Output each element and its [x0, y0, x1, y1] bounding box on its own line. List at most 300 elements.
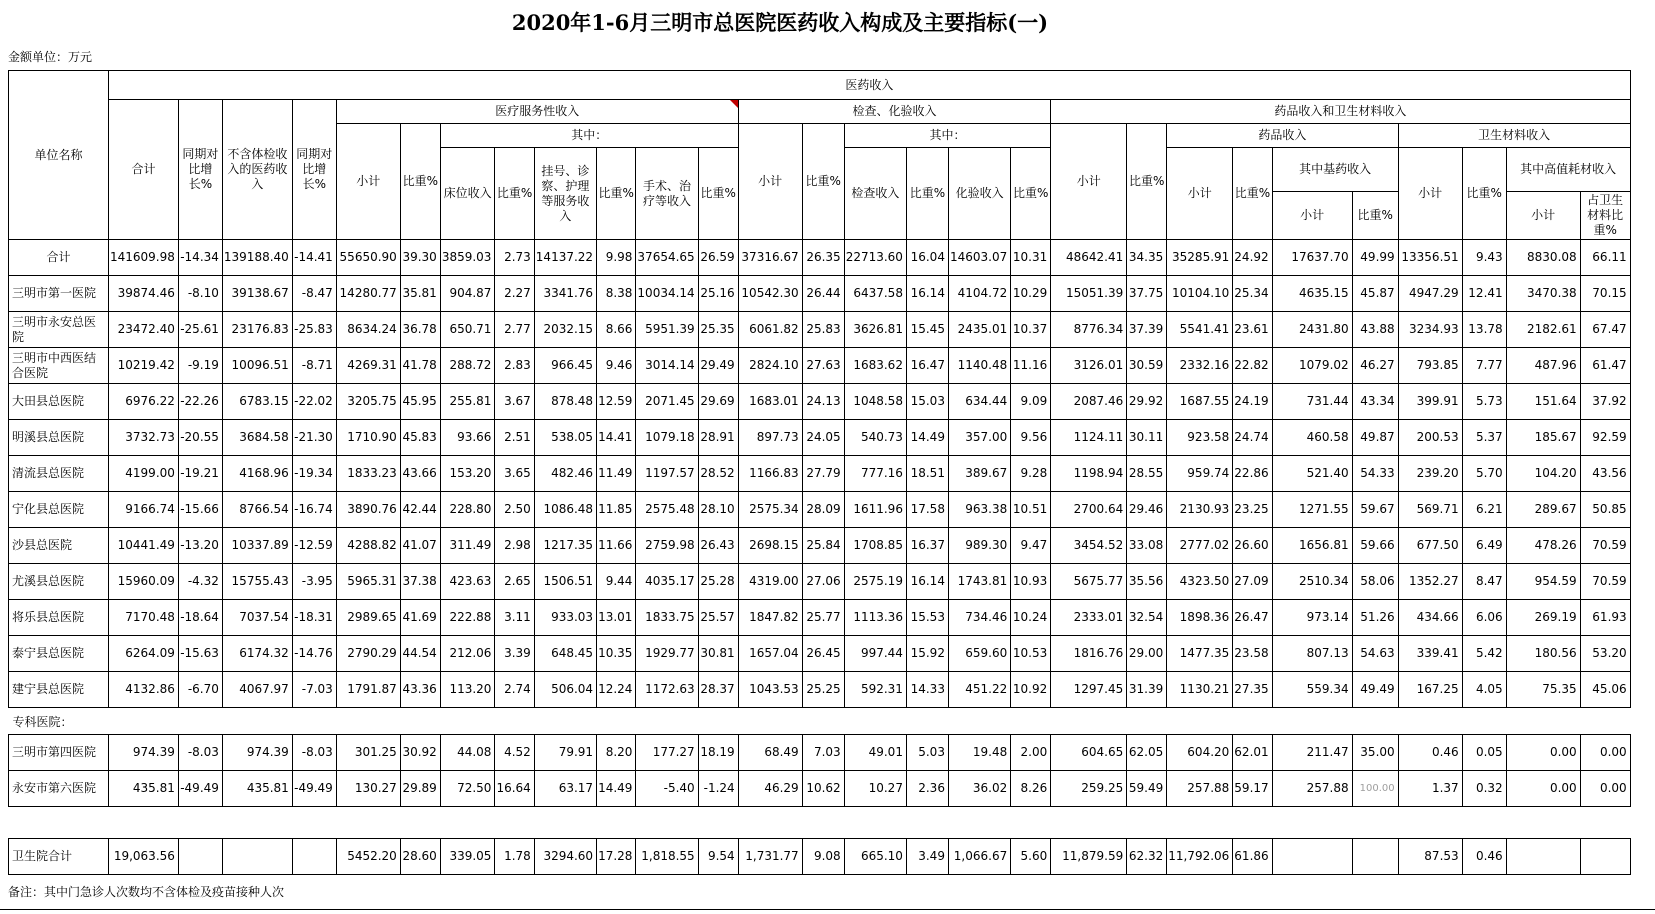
cell: 4132.86 [109, 672, 179, 708]
cell: 185.67 [1506, 420, 1580, 456]
cell: 37.92 [1580, 384, 1630, 420]
cell: 1271.55 [1272, 492, 1352, 528]
cell: 50.85 [1580, 492, 1630, 528]
cell: 15755.43 [222, 564, 292, 600]
cell: 9166.74 [109, 492, 179, 528]
cell: 28.60 [400, 839, 440, 875]
cell: 7170.48 [109, 600, 179, 636]
cell: 1140.48 [948, 348, 1010, 384]
cell: 2824.10 [738, 348, 802, 384]
cell: 1079.18 [636, 420, 698, 456]
cell: 3732.73 [109, 420, 179, 456]
cell: -14.34 [178, 240, 222, 276]
cell: 665.10 [844, 839, 906, 875]
cell: 1130.21 [1167, 672, 1233, 708]
cell: -25.83 [292, 312, 336, 348]
col-header-drugmat-subtotal: 小计 [1051, 124, 1127, 240]
cell: 70.59 [1580, 528, 1630, 564]
cell: 130.27 [336, 771, 400, 807]
cell: 2087.46 [1051, 384, 1127, 420]
cell: 10.27 [844, 771, 906, 807]
cell: 648.45 [534, 636, 596, 672]
table-row [9, 348, 1631, 384]
cell: 0.00 [1506, 771, 1580, 807]
cell: -7.03 [292, 672, 336, 708]
cell: 27.63 [802, 348, 844, 384]
cell: 24.74 [1233, 420, 1272, 456]
cell: 92.59 [1580, 420, 1630, 456]
cell: 3.67 [495, 384, 534, 420]
cell: 897.73 [738, 420, 802, 456]
col-header-highvalue-subtotal: 小计 [1506, 192, 1580, 240]
cell: 211.47 [1272, 735, 1352, 771]
cell: 10034.14 [636, 276, 698, 312]
cell: 35285.91 [1167, 240, 1233, 276]
cell: 17637.70 [1272, 240, 1352, 276]
col-header-total: 合计 [109, 100, 179, 240]
cell: 569.71 [1398, 492, 1462, 528]
cell: 18.19 [698, 735, 738, 771]
cell: 33.08 [1127, 528, 1167, 564]
cell: 357.00 [948, 420, 1010, 456]
cell: -16.74 [292, 492, 336, 528]
cell: 29.46 [1127, 492, 1167, 528]
cell: 45.95 [400, 384, 440, 420]
cell: -1.24 [698, 771, 738, 807]
cell: 399.91 [1398, 384, 1462, 420]
cell: 14137.22 [534, 240, 596, 276]
cell: 24.19 [1233, 384, 1272, 420]
cell: 6783.15 [222, 384, 292, 420]
col-header-yoy-growth: 同期对比增长% [178, 100, 222, 240]
cell: 79.91 [534, 735, 596, 771]
cell: 731.44 [1272, 384, 1352, 420]
cell: 604.20 [1167, 735, 1233, 771]
cell: 1929.77 [636, 636, 698, 672]
cell: 43.56 [1580, 456, 1630, 492]
cell: 12.59 [597, 384, 636, 420]
cell: 27.79 [802, 456, 844, 492]
cell: 2.36 [906, 771, 948, 807]
cell: 974.39 [109, 735, 179, 771]
cell: 5.03 [906, 735, 948, 771]
cell: -12.59 [292, 528, 336, 564]
cell: 5.70 [1462, 456, 1506, 492]
row-name: 永安市第六医院 [9, 771, 109, 807]
cell: 239.20 [1398, 456, 1462, 492]
cell: 1048.58 [844, 384, 906, 420]
cell: 153.20 [440, 456, 495, 492]
cell: 269.19 [1506, 600, 1580, 636]
cell: -13.20 [178, 528, 222, 564]
cell: 14.33 [906, 672, 948, 708]
cell: 15.92 [906, 636, 948, 672]
cell: 3.65 [495, 456, 534, 492]
cell: 487.96 [1506, 348, 1580, 384]
cell: 26.60 [1233, 528, 1272, 564]
cell: 63.17 [534, 771, 596, 807]
cell: 2431.80 [1272, 312, 1352, 348]
cell: 66.11 [1580, 240, 1630, 276]
cell: 521.40 [1272, 456, 1352, 492]
cell: 37654.65 [636, 240, 698, 276]
cell: 10.35 [597, 636, 636, 672]
comment-marker-icon [730, 100, 738, 108]
cell: 16.47 [906, 348, 948, 384]
cell: 35.81 [400, 276, 440, 312]
cell: 6976.22 [109, 384, 179, 420]
col-header-exam-income: 检查收入 [844, 148, 906, 240]
cell: 506.04 [534, 672, 596, 708]
cell: 0.00 [1580, 771, 1630, 807]
cell: 9.46 [597, 348, 636, 384]
cell: 1657.04 [738, 636, 802, 672]
cell: 10.24 [1011, 600, 1051, 636]
cell: 9.47 [1011, 528, 1051, 564]
cell: 1833.23 [336, 456, 400, 492]
cell: 6.49 [1462, 528, 1506, 564]
cell: -6.70 [178, 672, 222, 708]
cell: 26.44 [802, 276, 844, 312]
cell: 42.44 [400, 492, 440, 528]
cell: 1,066.67 [948, 839, 1010, 875]
cell: 1847.82 [738, 600, 802, 636]
cell: 13.78 [1462, 312, 1506, 348]
col-header-material-pct: 比重% [1462, 148, 1506, 240]
cell: 37316.67 [738, 240, 802, 276]
cell: -8.03 [292, 735, 336, 771]
cell: 14280.77 [336, 276, 400, 312]
row-name: 清流县总医院 [9, 456, 109, 492]
footnote: 备注：其中门急诊人次数均不含体检及疫苗接种人次 [8, 885, 285, 899]
cell: 1898.36 [1167, 600, 1233, 636]
cell: 22.82 [1233, 348, 1272, 384]
cell: 460.58 [1272, 420, 1352, 456]
cell: 435.81 [109, 771, 179, 807]
cell: 75.35 [1506, 672, 1580, 708]
cell: 222.88 [440, 600, 495, 636]
cell: 68.49 [738, 735, 802, 771]
cell: 113.20 [440, 672, 495, 708]
cell [1352, 839, 1398, 875]
section-label: 专科医院： [12, 714, 73, 729]
table-row [9, 600, 1631, 636]
cell: 3859.03 [440, 240, 495, 276]
cell: 435.81 [222, 771, 292, 807]
cell: 26.35 [802, 240, 844, 276]
band-svc-of-which: 其中： [440, 124, 738, 148]
cell: 540.73 [844, 420, 906, 456]
cell: 1043.53 [738, 672, 802, 708]
cell: 650.71 [440, 312, 495, 348]
cell: 30.59 [1127, 348, 1167, 384]
cell: 1710.90 [336, 420, 400, 456]
cell: 1166.83 [738, 456, 802, 492]
cell: 3470.38 [1506, 276, 1580, 312]
cell [222, 839, 292, 875]
cell: 41.78 [400, 348, 440, 384]
cell: 1506.51 [534, 564, 596, 600]
row-name: 泰宁县总医院 [9, 636, 109, 672]
cell: 4067.97 [222, 672, 292, 708]
cell: 3890.76 [336, 492, 400, 528]
cell [1272, 839, 1352, 875]
cell [178, 839, 222, 875]
cell: 9.28 [1011, 456, 1051, 492]
table-row [9, 839, 1631, 875]
table-row [9, 771, 1631, 807]
cell: 5965.31 [336, 564, 400, 600]
cell: 228.80 [440, 492, 495, 528]
cell: 23.25 [1233, 492, 1272, 528]
cell: 59.67 [1352, 492, 1398, 528]
cell: 177.27 [636, 735, 698, 771]
cell: -15.66 [178, 492, 222, 528]
cell: 61.93 [1580, 600, 1630, 636]
cell: 26.43 [698, 528, 738, 564]
cell: 24.92 [1233, 240, 1272, 276]
cell: 0.46 [1398, 735, 1462, 771]
cell: 104.20 [1506, 456, 1580, 492]
cell: 41.69 [400, 600, 440, 636]
cell: 634.44 [948, 384, 1010, 420]
cell: 4323.50 [1167, 564, 1233, 600]
cell: 100.00 [1352, 771, 1398, 807]
cell: 4168.96 [222, 456, 292, 492]
col-header-svc-subtotal: 小计 [336, 124, 400, 240]
cell: 3.49 [906, 839, 948, 875]
cell: 255.81 [440, 384, 495, 420]
band-drug-material-revenue: 药品收入和卫生材料收入 [1051, 100, 1630, 124]
col-header-bed-income: 床位收入 [440, 148, 495, 240]
cell: 339.05 [440, 839, 495, 875]
cell: 10542.30 [738, 276, 802, 312]
cell: 5452.20 [336, 839, 400, 875]
cell: 3684.58 [222, 420, 292, 456]
cell: -4.32 [178, 564, 222, 600]
cell: 28.09 [802, 492, 844, 528]
cell: 339.41 [1398, 636, 1462, 672]
cell: 966.45 [534, 348, 596, 384]
cell: 72.50 [440, 771, 495, 807]
cell: 30.11 [1127, 420, 1167, 456]
cell: 2032.15 [534, 312, 596, 348]
cell: 4269.31 [336, 348, 400, 384]
table-row [9, 735, 1631, 771]
cell: 15.45 [906, 312, 948, 348]
cell: 2.74 [495, 672, 534, 708]
col-header-surgery-pct: 比重% [698, 148, 738, 240]
cell: 26.59 [698, 240, 738, 276]
cell: 1816.76 [1051, 636, 1127, 672]
cell: 53.20 [1580, 636, 1630, 672]
cell: 39874.46 [109, 276, 179, 312]
cell: 44.08 [440, 735, 495, 771]
cell: 3234.93 [1398, 312, 1462, 348]
cell: 0.00 [1506, 735, 1580, 771]
cell: 10441.49 [109, 528, 179, 564]
cell: 30.92 [400, 735, 440, 771]
cell: 8.20 [597, 735, 636, 771]
cell: 538.05 [534, 420, 596, 456]
cell: 5.42 [1462, 636, 1506, 672]
table-row [9, 492, 1631, 528]
cell: -8.71 [292, 348, 336, 384]
cell: 2698.15 [738, 528, 802, 564]
cell: 989.30 [948, 528, 1010, 564]
cell: 2575.19 [844, 564, 906, 600]
cell: 23176.83 [222, 312, 292, 348]
cell: 46.29 [738, 771, 802, 807]
cell: 5675.77 [1051, 564, 1127, 600]
cell: 93.66 [440, 420, 495, 456]
cell [1580, 839, 1630, 875]
cell: 28.37 [698, 672, 738, 708]
cell: 29.69 [698, 384, 738, 420]
cell: 14603.07 [948, 240, 1010, 276]
cell: 2510.34 [1272, 564, 1352, 600]
row-name: 卫生院合计 [9, 839, 109, 875]
row-name: 宁化县总医院 [9, 492, 109, 528]
row-name: 沙县总医院 [9, 528, 109, 564]
cell: 7.03 [802, 735, 844, 771]
cell: 141609.98 [109, 240, 179, 276]
cell: 27.09 [1233, 564, 1272, 600]
cell: 10.53 [1011, 636, 1051, 672]
cell: 288.72 [440, 348, 495, 384]
row-name: 将乐县总医院 [9, 600, 109, 636]
cell: 777.16 [844, 456, 906, 492]
cell: 16.14 [906, 564, 948, 600]
col-header-material-subtotal: 小计 [1398, 148, 1462, 240]
cell: 39138.67 [222, 276, 292, 312]
cell: 963.38 [948, 492, 1010, 528]
cell: 37.75 [1127, 276, 1167, 312]
cell: 878.48 [534, 384, 596, 420]
cell: 1708.85 [844, 528, 906, 564]
cell: 22713.60 [844, 240, 906, 276]
table-row [9, 384, 1631, 420]
cell: 17.58 [906, 492, 948, 528]
cell: 28.52 [698, 456, 738, 492]
cell: 4035.17 [636, 564, 698, 600]
revenue-table [8, 70, 1631, 875]
cell: -22.02 [292, 384, 336, 420]
cell: 677.50 [1398, 528, 1462, 564]
cell: 10337.89 [222, 528, 292, 564]
band-medical-service-revenue [336, 100, 738, 124]
cell: 3014.14 [636, 348, 698, 384]
cell: 2.65 [495, 564, 534, 600]
cell: 25.16 [698, 276, 738, 312]
cell: 59.17 [1233, 771, 1272, 807]
cell: 151.64 [1506, 384, 1580, 420]
cell: -21.30 [292, 420, 336, 456]
cell: 62.05 [1127, 735, 1167, 771]
col-header-drugmat-pct: 比重% [1127, 124, 1167, 240]
cell: 2.27 [495, 276, 534, 312]
cell: 5951.39 [636, 312, 698, 348]
cell: 1172.63 [636, 672, 698, 708]
row-name: 明溪县总医院 [9, 420, 109, 456]
row-name: 建宁县总医院 [9, 672, 109, 708]
cell: 34.35 [1127, 240, 1167, 276]
cell: 2.00 [1011, 735, 1051, 771]
cell: -15.63 [178, 636, 222, 672]
cell: 37.38 [400, 564, 440, 600]
cell: 16.14 [906, 276, 948, 312]
cell: 10104.10 [1167, 276, 1233, 312]
col-header-pct-of-material: 占卫生材料比重% [1580, 192, 1630, 240]
col-header-yoy-growth-2: 同期对比增长% [292, 100, 336, 240]
cell: 3126.01 [1051, 348, 1127, 384]
cell: 70.15 [1580, 276, 1630, 312]
cell: 5.37 [1462, 420, 1506, 456]
cell: 29.89 [400, 771, 440, 807]
cell: 4.05 [1462, 672, 1506, 708]
cell: 10096.51 [222, 348, 292, 384]
cell: 28.10 [698, 492, 738, 528]
cell: 10.37 [1011, 312, 1051, 348]
cell: 61.86 [1233, 839, 1272, 875]
cell: 22.86 [1233, 456, 1272, 492]
cell: 11.66 [597, 528, 636, 564]
cell: 3454.52 [1051, 528, 1127, 564]
cell: 2.73 [495, 240, 534, 276]
cell: 933.03 [534, 600, 596, 636]
col-header-unit-name: 单位名称 [9, 71, 109, 240]
cell: 55650.90 [336, 240, 400, 276]
cell: 31.39 [1127, 672, 1167, 708]
cell: 4.52 [495, 735, 534, 771]
cell: 25.84 [802, 528, 844, 564]
cell: -19.21 [178, 456, 222, 492]
cell [1506, 839, 1580, 875]
cell: 1791.87 [336, 672, 400, 708]
cell: 12.24 [597, 672, 636, 708]
cell: 1,731.77 [738, 839, 802, 875]
cell: 32.54 [1127, 600, 1167, 636]
cell: 11,792.06 [1167, 839, 1233, 875]
cell: 973.14 [1272, 600, 1352, 636]
cell: -5.40 [636, 771, 698, 807]
cell: 23.58 [1233, 636, 1272, 672]
cell: 17.28 [597, 839, 636, 875]
cell: 167.25 [1398, 672, 1462, 708]
cell: -14.76 [292, 636, 336, 672]
cell: 70.59 [1580, 564, 1630, 600]
cell: 659.60 [948, 636, 1010, 672]
cell: 257.88 [1272, 771, 1352, 807]
col-header-registration-income: 挂号、诊察、护理等服务收入 [534, 148, 596, 240]
cell: 49.87 [1352, 420, 1398, 456]
cell: 48642.41 [1051, 240, 1127, 276]
cell: 2.98 [495, 528, 534, 564]
cell: 5541.41 [1167, 312, 1233, 348]
col-header-surgery-income: 手术、治疗等收入 [636, 148, 698, 240]
cell: 9.08 [802, 839, 844, 875]
cell: 1611.96 [844, 492, 906, 528]
cell: 2071.45 [636, 384, 698, 420]
cell: 11,879.59 [1051, 839, 1127, 875]
cell: 43.34 [1352, 384, 1398, 420]
cell: 10.62 [802, 771, 844, 807]
cell: 904.87 [440, 276, 495, 312]
col-header-registration-pct: 比重% [597, 148, 636, 240]
band-medical-service-label: 医疗服务性收入 [495, 104, 580, 118]
cell: 11.49 [597, 456, 636, 492]
cell: 9.43 [1462, 240, 1506, 276]
